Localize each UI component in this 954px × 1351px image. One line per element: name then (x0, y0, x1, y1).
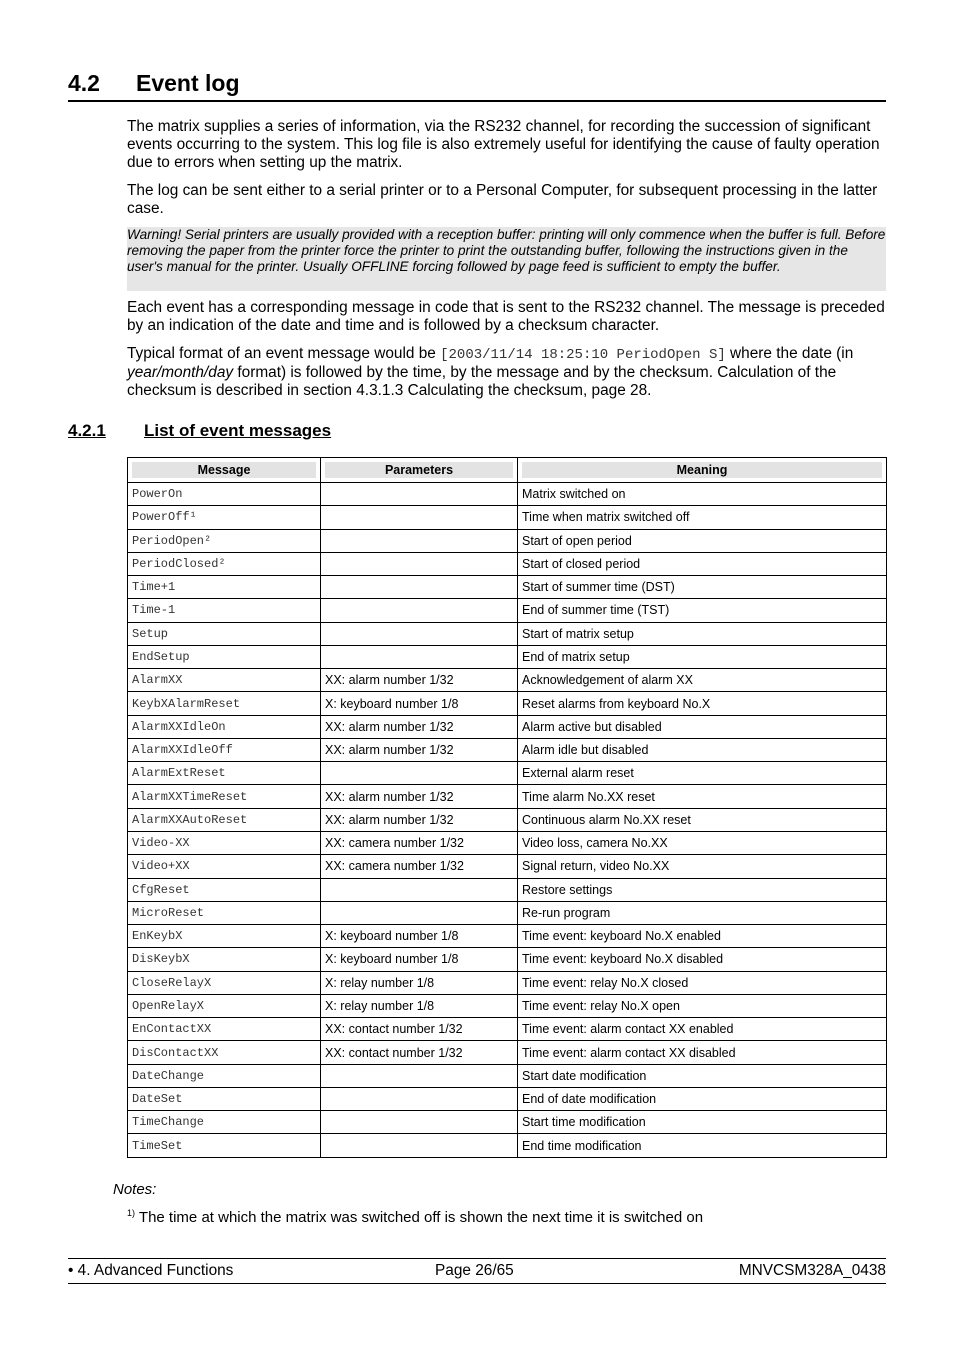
table-header-row (128, 458, 887, 483)
table-row (128, 785, 887, 808)
meaning-cell: End of matrix setup (518, 645, 887, 668)
parameters-cell (321, 599, 518, 622)
message-cell: KeybXAlarmReset (128, 692, 321, 715)
typical-after: format) is followed by the time, by the message and by the checksum. Calculation of the checksum is described in section 4.3.1.3 Calculating the checksum, page 28. (127, 364, 837, 399)
footer-page-number: Page 26/65 (435, 1262, 514, 1279)
parameters-cell (321, 1087, 518, 1110)
meaning-cell: Re-run program (518, 901, 887, 924)
table-row (128, 808, 887, 831)
parameters-cell (321, 529, 518, 552)
table-row (128, 878, 887, 901)
meaning-cell: End time modification (518, 1134, 887, 1157)
parameters-cell (321, 552, 518, 575)
parameters-cell: X: keyboard number 1/8 (321, 925, 518, 948)
parameters-cell (321, 1064, 518, 1087)
log-destination-paragraph: The log can be sent either to a serial printer or to a Personal Computer, for subsequent processing in the latter case. (127, 182, 878, 217)
meaning-cell: Time event: keyboard No.X disabled (518, 948, 887, 971)
parameters-cell: X: keyboard number 1/8 (321, 692, 518, 715)
message-cell: Time-1 (128, 599, 321, 622)
message-cell: AlarmXXIdleOn (128, 715, 321, 738)
table-row (128, 948, 887, 971)
message-cell: EnKeybX (128, 925, 321, 948)
message-cell: TimeChange (128, 1111, 321, 1134)
table-row (128, 994, 887, 1017)
table-row (128, 762, 887, 785)
table-row (128, 576, 887, 599)
meaning-cell: Time event: alarm contact XX disabled (518, 1041, 887, 1064)
intro-paragraph: The matrix supplies a series of information, via the RS232 channel, for recording the succession of significant events occurring to the system. This log file is also extremely useful for identifying the cause of faulty operation due to errors when setting up the matrix. (127, 118, 880, 171)
parameters-cell: XX: alarm number 1/32 (321, 738, 518, 761)
meaning-cell: Time event: relay No.X closed (518, 971, 887, 994)
parameters-cell: X: keyboard number 1/8 (321, 948, 518, 971)
header-parameters: Parameters (321, 458, 518, 483)
typical-mid: where the date (in (725, 345, 854, 362)
meaning-cell: Restore settings (518, 878, 887, 901)
parameters-cell: X: relay number 1/8 (321, 971, 518, 994)
meaning-cell: Time event: keyboard No.X enabled (518, 925, 887, 948)
meaning-cell: Alarm idle but disabled (518, 738, 887, 761)
meaning-cell: End of summer time (TST) (518, 599, 887, 622)
message-cell: Video-XX (128, 831, 321, 854)
typical-code: [2003/11/14 18:25:10 PeriodOpen S] (440, 347, 726, 363)
parameters-cell (321, 1111, 518, 1134)
parameters-cell: XX: alarm number 1/32 (321, 715, 518, 738)
meaning-cell: Signal return, video No.XX (518, 855, 887, 878)
table-row (128, 483, 887, 506)
meaning-cell: Start date modification (518, 1064, 887, 1087)
meaning-cell: Alarm active but disabled (518, 715, 887, 738)
meaning-cell: Reset alarms from keyboard No.X (518, 692, 887, 715)
message-cell: EndSetup (128, 645, 321, 668)
warning-text: Warning! Serial printers are usually provided with a reception buffer: printing will only commence when the buffer is full. Before removing the paper from the printer force the printer to print the outstanding buffer, following the instructions given in the user's manual for the printer. Usually OFFLINE forcing followed by page feed is sufficient to empty the buffer. (127, 227, 886, 274)
meaning-cell: Start of open period (518, 529, 887, 552)
table-row (128, 738, 887, 761)
message-cell: Video+XX (128, 855, 321, 878)
parameters-cell: XX: contact number 1/32 (321, 1018, 518, 1041)
subsection-title: List of event messages (144, 421, 332, 440)
parameters-cell: XX: contact number 1/32 (321, 1041, 518, 1064)
meaning-cell: Video loss, camera No.XX (518, 831, 887, 854)
table-row (128, 1064, 887, 1087)
message-cell: Time+1 (128, 576, 321, 599)
meaning-cell: Time event: relay No.X open (518, 994, 887, 1017)
note-1 (127, 1208, 703, 1226)
parameters-cell (321, 576, 518, 599)
message-cell: AlarmXXAutoReset (128, 808, 321, 831)
message-cell: AlarmXX (128, 669, 321, 692)
parameters-cell (321, 762, 518, 785)
parameters-cell: XX: alarm number 1/32 (321, 808, 518, 831)
parameters-cell: XX: camera number 1/32 (321, 855, 518, 878)
header-message: Message (128, 458, 321, 483)
meaning-cell: Start time modification (518, 1111, 887, 1134)
subsection-heading (68, 420, 331, 442)
message-cell: PowerOff¹ (128, 506, 321, 529)
table-row (128, 715, 887, 738)
table-row (128, 855, 887, 878)
table-row (128, 1087, 887, 1110)
typical-format-paragraph (127, 345, 887, 400)
meaning-cell: Time when matrix switched off (518, 506, 887, 529)
meaning-cell: Acknowledgement of alarm XX (518, 669, 887, 692)
note-1-marker: 1) (127, 1208, 136, 1218)
parameters-cell: XX: alarm number 1/32 (321, 785, 518, 808)
table-row (128, 971, 887, 994)
parameters-cell (321, 1134, 518, 1157)
message-cell: PeriodClosed² (128, 552, 321, 575)
table-row (128, 622, 887, 645)
parameters-cell (321, 506, 518, 529)
table-row (128, 925, 887, 948)
footer-chapter: • 4. Advanced Functions (68, 1262, 234, 1279)
message-cell: EnContactXX (128, 1018, 321, 1041)
parameters-cell: XX: alarm number 1/32 (321, 669, 518, 692)
parameters-cell (321, 483, 518, 506)
message-cell: OpenRelayX (128, 994, 321, 1017)
parameters-cell: XX: camera number 1/32 (321, 831, 518, 854)
table-row (128, 1018, 887, 1041)
parameters-cell (321, 901, 518, 924)
warning-box (127, 227, 886, 291)
table-row (128, 1041, 887, 1064)
section-number: 4.2 (68, 70, 100, 96)
table-row (128, 506, 887, 529)
message-cell: AlarmXXIdleOff (128, 738, 321, 761)
message-cell: DateChange (128, 1064, 321, 1087)
message-cell: AlarmExtReset (128, 762, 321, 785)
meaning-cell: External alarm reset (518, 762, 887, 785)
notes-label: Notes: (113, 1181, 157, 1198)
typical-before: Typical format of an event message would be (127, 345, 441, 362)
table-row (128, 552, 887, 575)
table-row (128, 529, 887, 552)
typical-italic: year/month/day (127, 364, 234, 381)
table-row (128, 831, 887, 854)
parameters-cell (321, 645, 518, 668)
event-messages-table (127, 457, 887, 1158)
meaning-cell: Matrix switched on (518, 483, 887, 506)
table-row (128, 692, 887, 715)
parameters-cell (321, 878, 518, 901)
subsection-number: 4.2.1 (68, 421, 106, 440)
section-title: Event log (136, 70, 240, 96)
message-cell: PowerOn (128, 483, 321, 506)
section-heading (68, 68, 886, 102)
message-cell: PeriodOpen² (128, 529, 321, 552)
header-meaning: Meaning (518, 458, 887, 483)
message-cell: TimeSet (128, 1134, 321, 1157)
message-cell: DisKeybX (128, 948, 321, 971)
meaning-cell: Time alarm No.XX reset (518, 785, 887, 808)
table-row (128, 901, 887, 924)
message-cell: MicroReset (128, 901, 321, 924)
footer-doc-code: MNVCSM328A_0438 (738, 1262, 886, 1279)
message-cell: CloseRelayX (128, 971, 321, 994)
meaning-cell: Continuous alarm No.XX reset (518, 808, 887, 831)
meaning-cell: Start of matrix setup (518, 622, 887, 645)
meaning-cell: End of date modification (518, 1087, 887, 1110)
message-cell: AlarmXXTimeReset (128, 785, 321, 808)
page-footer (68, 1258, 886, 1284)
message-cell: Setup (128, 622, 321, 645)
table-row (128, 669, 887, 692)
table-row (128, 1111, 887, 1134)
meaning-cell: Time event: alarm contact XX enabled (518, 1018, 887, 1041)
table-row (128, 599, 887, 622)
event-paragraph: Each event has a corresponding message in code that is sent to the RS232 channel. The message is preceded by an indication of the date and time and is followed by a checksum character. (127, 299, 885, 334)
note-1-text: The time at which the matrix was switched off is shown the next time it is switched on (138, 1209, 704, 1226)
table-row (128, 1134, 887, 1157)
table-row (128, 645, 887, 668)
message-cell: DateSet (128, 1087, 321, 1110)
meaning-cell: Start of closed period (518, 552, 887, 575)
parameters-cell (321, 622, 518, 645)
parameters-cell: X: relay number 1/8 (321, 994, 518, 1017)
meaning-cell: Start of summer time (DST) (518, 576, 887, 599)
message-cell: DisContactXX (128, 1041, 321, 1064)
message-cell: CfgReset (128, 878, 321, 901)
